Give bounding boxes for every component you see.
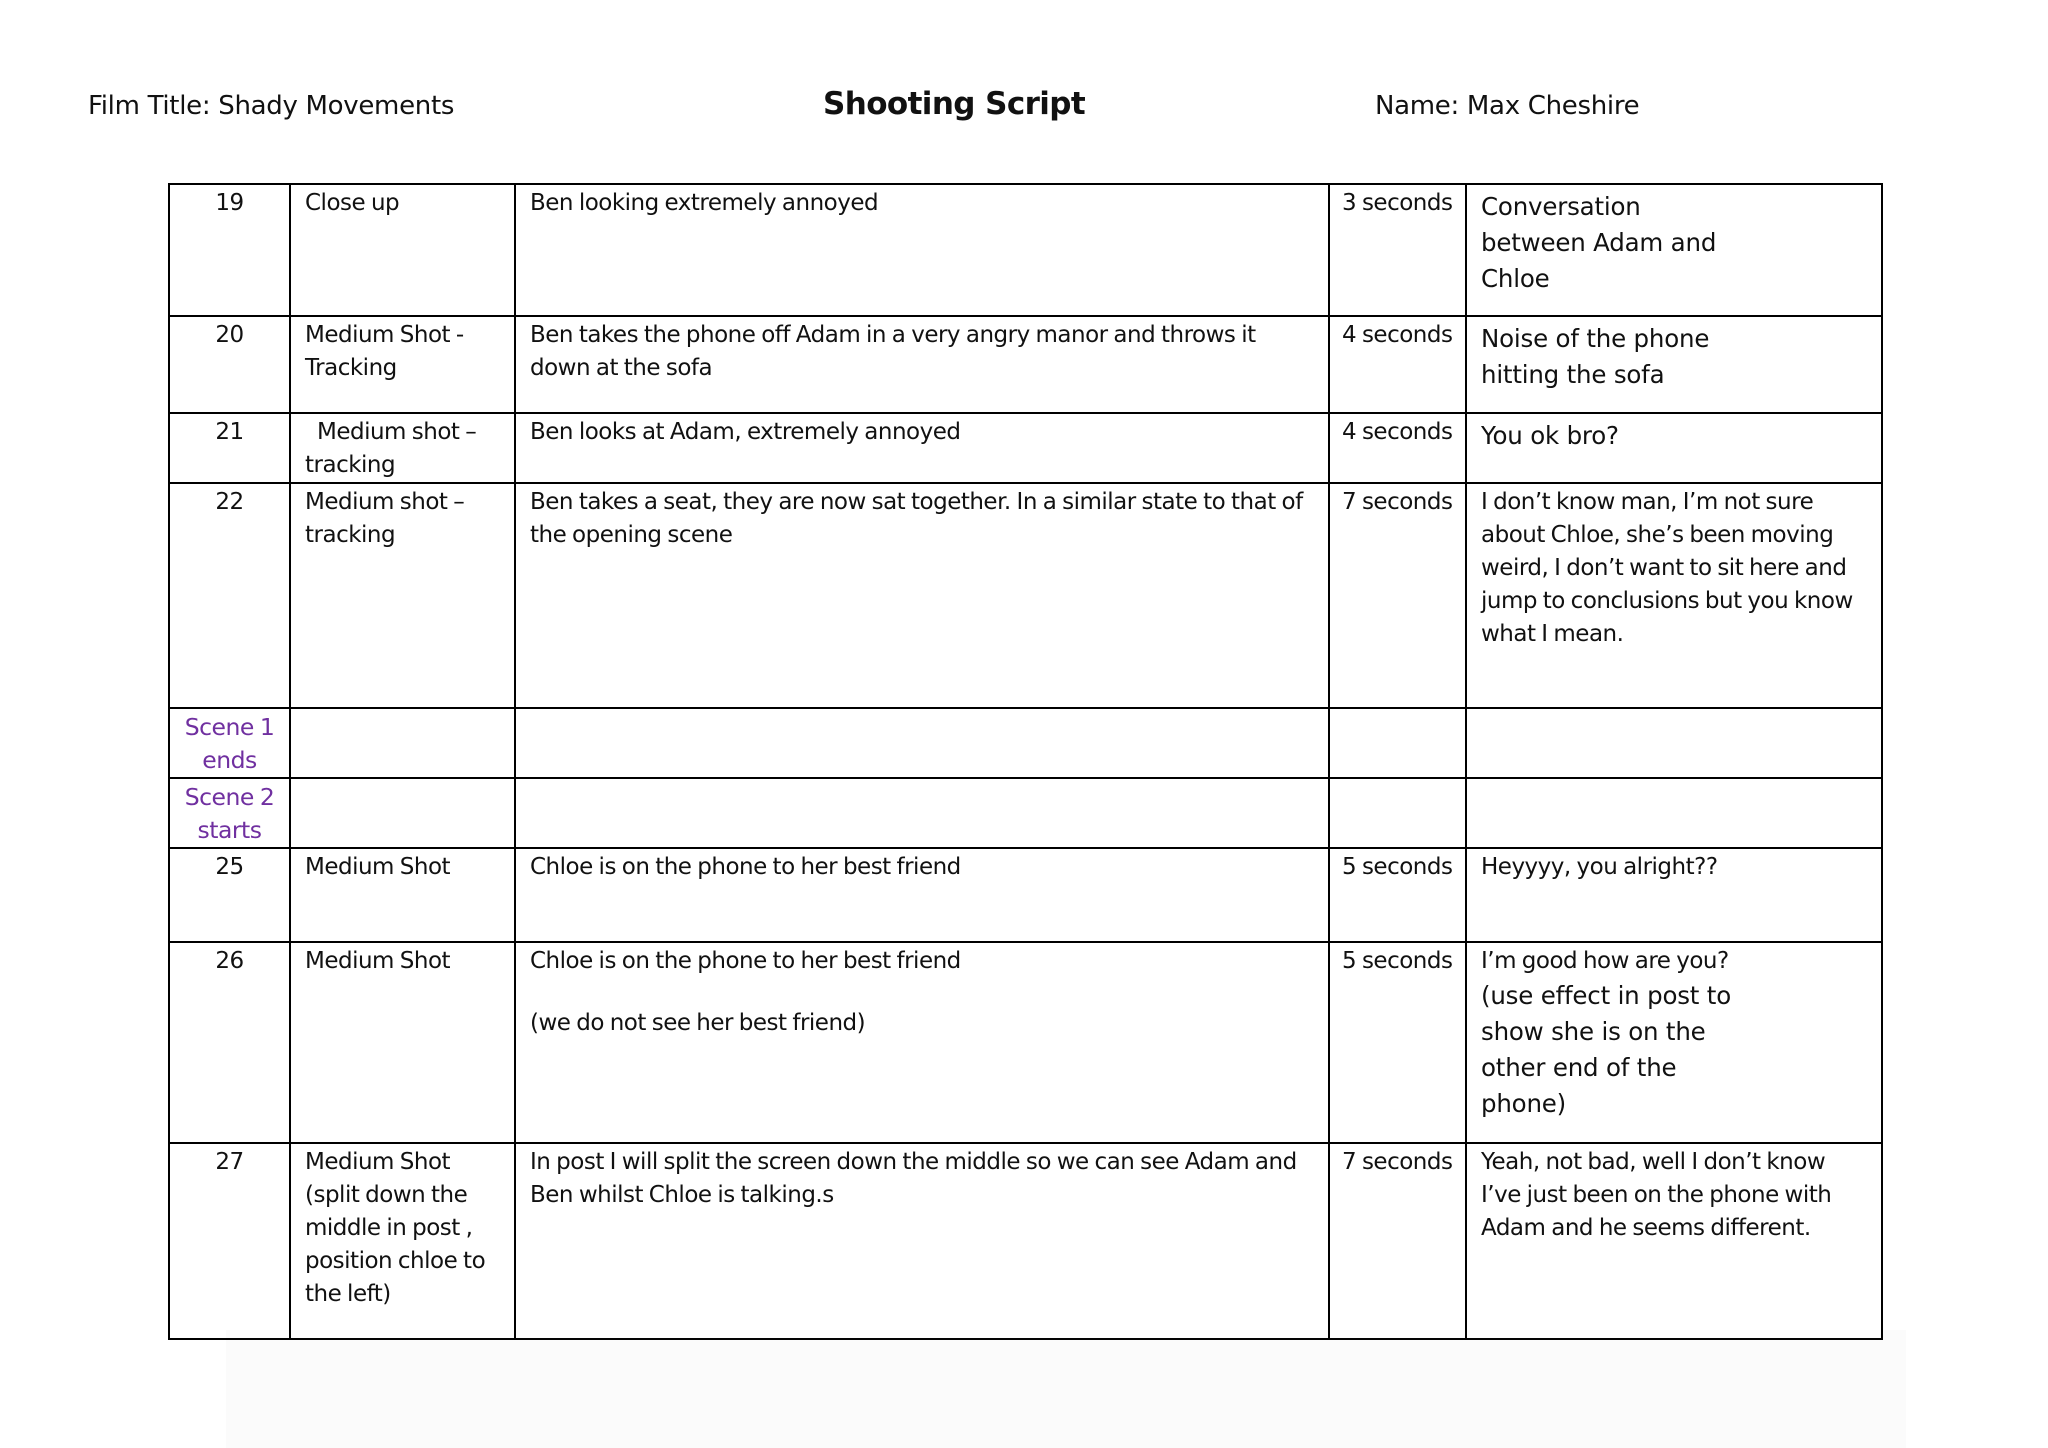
shot-duration: 4 seconds: [1329, 316, 1466, 413]
shot-number: 25: [169, 848, 290, 942]
audio-note: (use effect in post to show she is on the other end of the phone): [1481, 981, 1731, 1118]
document-title: Shooting Script: [823, 86, 1086, 122]
empty-cell: [1466, 708, 1882, 778]
shot-number: 27: [169, 1143, 290, 1339]
type-text: Medium Shot - Tracking: [305, 322, 464, 381]
empty-cell: [515, 708, 1329, 778]
shot-duration: 4 seconds: [1329, 413, 1466, 483]
table-row: [169, 942, 1882, 1143]
shot-number: 19: [169, 184, 290, 316]
audio-text: Conversation between Adam and Chloe: [1481, 192, 1717, 293]
table-row: [169, 1143, 1882, 1339]
description-text: In post I will split the screen down the middle so we can see Adam and Ben whilst Chloe is talking.s: [530, 1149, 1297, 1208]
description-line-1: Chloe is on the phone to her best friend: [530, 948, 961, 974]
shot-number: 22: [169, 483, 290, 708]
empty-cell: [1466, 778, 1882, 848]
shot-type: [290, 1143, 515, 1339]
shot-audio: You ok bro?: [1466, 413, 1882, 483]
film-title: Film Title: Shady Movements: [88, 91, 455, 121]
empty-cell: [1329, 778, 1466, 848]
description-text: Ben takes a seat, they are now sat together. In a similar state to that of the opening scene: [530, 489, 1303, 548]
type-line-1: Medium shot –: [317, 419, 477, 445]
shot-number: 26: [169, 942, 290, 1143]
shot-duration: 7 seconds: [1329, 483, 1466, 708]
empty-cell: [1329, 708, 1466, 778]
table-row: [169, 778, 1882, 848]
shot-type: Medium Shot: [290, 942, 515, 1143]
empty-cell: [290, 778, 515, 848]
shot-duration: 5 seconds: [1329, 848, 1466, 942]
table-row: [169, 483, 1882, 708]
shot-description: Ben looking extremely annoyed: [515, 184, 1329, 316]
scene-end-marker: [169, 708, 290, 778]
shot-audio: [1466, 483, 1882, 708]
shot-number: 20: [169, 316, 290, 413]
shot-type: [290, 316, 515, 413]
shot-audio: [1466, 1143, 1882, 1339]
type-text: Medium Shot (split down the middle in post , position chloe to the left): [305, 1149, 486, 1307]
shot-audio: Heyyyy, you alright??: [1466, 848, 1882, 942]
description-text: Ben takes the phone off Adam in a very angry manor and throws it down at the sofa: [530, 322, 1256, 381]
audio-text: Yeah, not bad, well I don’t know I’ve just been on the phone with Adam and he seems different.: [1481, 1149, 1832, 1241]
shooting-script-table: [168, 183, 1883, 1340]
shot-description: Chloe is on the phone to her best friend: [515, 848, 1329, 942]
empty-cell: [515, 778, 1329, 848]
scene-start-marker: [169, 778, 290, 848]
table-row: [169, 708, 1882, 778]
shot-audio: [1466, 942, 1882, 1143]
audio-line-1: I’m good how are you?: [1481, 948, 1729, 974]
table-row: [169, 413, 1882, 483]
shot-description: [515, 1143, 1329, 1339]
shot-type: [290, 413, 515, 483]
shot-description: [515, 316, 1329, 413]
author-name: Name: Max Cheshire: [1375, 91, 1640, 121]
type-line-2: tracking: [305, 452, 396, 478]
shot-audio: [1466, 184, 1882, 316]
shot-type: Close up: [290, 184, 515, 316]
shot-duration: 7 seconds: [1329, 1143, 1466, 1339]
shot-type: Medium Shot: [290, 848, 515, 942]
shot-duration: 5 seconds: [1329, 942, 1466, 1143]
scene-marker-text: Scene 2 starts: [184, 783, 275, 844]
audio-text: Noise of the phone hitting the sofa: [1481, 324, 1710, 389]
table-row: [169, 316, 1882, 413]
shot-description: [515, 483, 1329, 708]
empty-cell: [290, 708, 515, 778]
table-row: [169, 848, 1882, 942]
table-row: [169, 184, 1882, 316]
shot-description: [515, 942, 1329, 1143]
page-background-shade: [226, 1330, 1906, 1448]
shot-number: 21: [169, 413, 290, 483]
type-text: Medium shot – tracking: [305, 489, 465, 548]
shot-duration: 3 seconds: [1329, 184, 1466, 316]
shot-audio: [1466, 316, 1882, 413]
description-line-2: (we do not see her best friend): [530, 1010, 866, 1036]
shot-type: [290, 483, 515, 708]
audio-text: I don’t know man, I’m not sure about Chloe, she’s been moving weird, I don’t want to sit here and jump to conclusions but you know what I mean.: [1481, 489, 1853, 647]
scene-marker-text: Scene 1 ends: [184, 713, 275, 774]
shot-description: Ben looks at Adam, extremely annoyed: [515, 413, 1329, 483]
